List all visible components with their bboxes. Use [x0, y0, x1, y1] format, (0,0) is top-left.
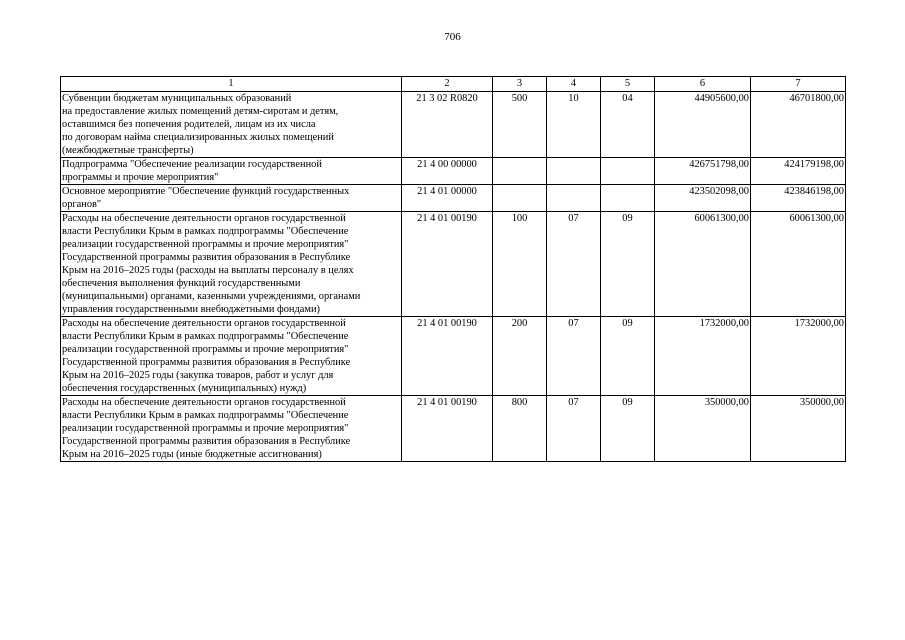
- row-col5: 09: [601, 396, 655, 462]
- row-col4: [547, 185, 601, 212]
- col-header-4: 4: [547, 77, 601, 92]
- row-description: Расходы на обеспечение деятельности органов государственной власти Республики Крым в рамках подпрограммы "Обеспечение реализации государственной программы и прочие мероприятия" Государственной программы развития образования в Республике Крым на 2016–2025 годы (закупка товаров, работ и услуг для обеспечения государственных (муниципальных) нужд): [61, 317, 402, 396]
- row-col4: 10: [547, 92, 601, 158]
- row-amount-6: 423502098,00: [655, 185, 751, 212]
- table-row: [61, 212, 846, 317]
- table-row: [61, 92, 846, 158]
- row-col5: 04: [601, 92, 655, 158]
- row-description: Субвенции бюджетам муниципальных образований на предоставление жилых помещений детям-сиротам и детям, оставшимся без попечения родителей, лицам из их числа по договорам найма специализированных жилых помещений (межбюджетные трансферты): [61, 92, 402, 158]
- col-header-1: 1: [61, 77, 402, 92]
- row-col3: [493, 158, 547, 185]
- row-col5: [601, 185, 655, 212]
- row-code: 21 4 00 00000: [402, 158, 493, 185]
- row-col3: 200: [493, 317, 547, 396]
- row-amount-6: 60061300,00: [655, 212, 751, 317]
- col-header-7: 7: [751, 77, 846, 92]
- col-header-6: 6: [655, 77, 751, 92]
- row-code: 21 4 01 00190: [402, 396, 493, 462]
- row-amount-7: 423846198,00: [751, 185, 846, 212]
- row-col5: 09: [601, 212, 655, 317]
- table-row: [61, 158, 846, 185]
- row-amount-6: 350000,00: [655, 396, 751, 462]
- row-description: Расходы на обеспечение деятельности органов государственной власти Республики Крым в рамках подпрограммы "Обеспечение реализации государственной программы и прочие мероприятия" Государственной программы развития образования в Республике Крым на 2016–2025 годы (расходы на выплаты персоналу в целях обеспечения выполнения функций государственными (муниципальными) органами, казенными учреждениями, органами управления государственными внебюджетными фондами): [61, 212, 402, 317]
- col-header-3: 3: [493, 77, 547, 92]
- row-col4: 07: [547, 317, 601, 396]
- row-col5: 09: [601, 317, 655, 396]
- table-row: [61, 396, 846, 462]
- row-code: 21 4 01 00000: [402, 185, 493, 212]
- row-amount-7: 350000,00: [751, 396, 846, 462]
- row-code: 21 4 01 00190: [402, 317, 493, 396]
- row-code: 21 3 02 R0820: [402, 92, 493, 158]
- table-row: [61, 185, 846, 212]
- row-description: Основное мероприятие "Обеспечение функций государственных органов": [61, 185, 402, 212]
- row-description: Подпрограмма "Обеспечение реализации государственной программы и прочие мероприятия": [61, 158, 402, 185]
- row-col5: [601, 158, 655, 185]
- row-amount-7: 46701800,00: [751, 92, 846, 158]
- row-col3: 800: [493, 396, 547, 462]
- row-col4: 07: [547, 212, 601, 317]
- row-col4: [547, 158, 601, 185]
- page-number: 706: [444, 31, 461, 43]
- col-header-2: 2: [402, 77, 493, 92]
- row-code: 21 4 01 00190: [402, 212, 493, 317]
- col-header-5: 5: [601, 77, 655, 92]
- row-col3: 100: [493, 212, 547, 317]
- row-amount-7: 1732000,00: [751, 317, 846, 396]
- budget-table: [60, 76, 846, 462]
- row-amount-6: 44905600,00: [655, 92, 751, 158]
- row-amount-7: 60061300,00: [751, 212, 846, 317]
- header-row: [61, 77, 846, 92]
- row-description: Расходы на обеспечение деятельности органов государственной власти Республики Крым в рамках подпрограммы "Обеспечение реализации государственной программы и прочие мероприятия" Государственной программы развития образования в Республике Крым на 2016–2025 годы (иные бюджетные ассигнования): [61, 396, 402, 462]
- row-col4: 07: [547, 396, 601, 462]
- row-col3: [493, 185, 547, 212]
- row-amount-6: 1732000,00: [655, 317, 751, 396]
- row-amount-7: 424179198,00: [751, 158, 846, 185]
- row-amount-6: 426751798,00: [655, 158, 751, 185]
- table-row: [61, 317, 846, 396]
- row-col3: 500: [493, 92, 547, 158]
